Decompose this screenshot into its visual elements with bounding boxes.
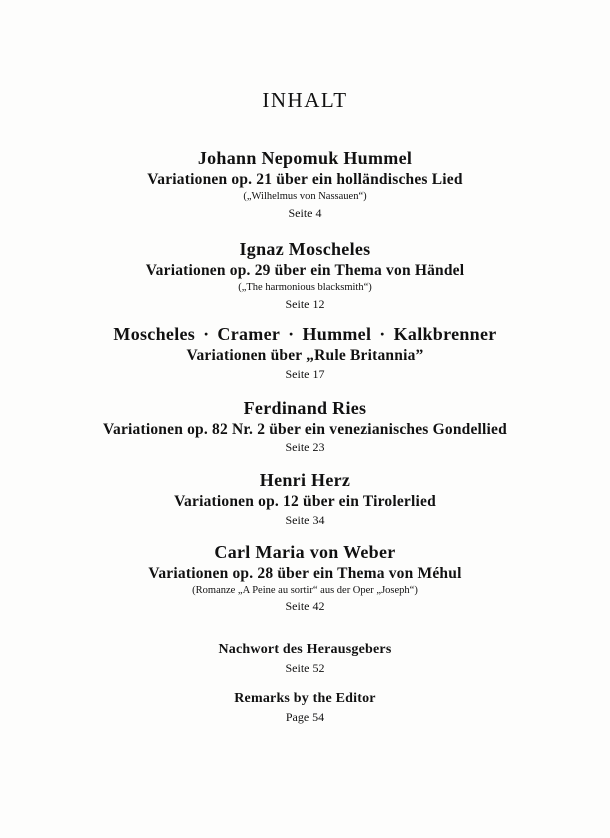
- page-title: INHALT: [262, 88, 348, 112]
- composer-name: Carl Maria von Weber: [214, 542, 396, 562]
- work-subtitle: („The harmonious blacksmith“): [238, 282, 372, 293]
- remarks-title: Remarks by the Editor: [234, 691, 376, 706]
- composer-name: Ignaz Moscheles: [239, 239, 371, 259]
- separator-dot: ·: [379, 324, 386, 344]
- composer-name: Johann Nepomuk Hummel: [197, 148, 413, 168]
- work-title: Variationen op. 29 über ein Thema von Händel: [145, 262, 465, 279]
- composer-name: Kalkbrenner: [393, 324, 497, 344]
- page-reference: Seite 34: [285, 513, 325, 527]
- composer-name: Ferdinand Ries: [243, 398, 367, 418]
- composer-name: Hummel: [302, 324, 372, 344]
- work-title: Variationen op. 28 über ein Thema von Méhul: [148, 565, 462, 582]
- work-subtitle: (Romanze „A Peine au sortir“ aus der Oper „Joseph“): [192, 585, 418, 596]
- separator-dot: ·: [288, 324, 295, 344]
- work-subtitle: („Wilhelmus von Nassauen“): [243, 191, 367, 202]
- page-reference: Seite 42: [285, 599, 325, 613]
- composer-name: Moscheles: [113, 324, 196, 344]
- work-title: Variationen op. 82 Nr. 2 über ein venezianisches Gondellied: [103, 421, 507, 438]
- page-reference: Seite 12: [285, 297, 325, 311]
- separator-dot: ·: [203, 324, 210, 344]
- page-reference: Page 54: [285, 710, 325, 724]
- page-reference: Seite 17: [285, 367, 325, 381]
- page-reference: Seite 52: [285, 661, 325, 675]
- page-reference: Seite 4: [288, 206, 322, 220]
- afterword-title: Nachwort des Herausgebers: [218, 642, 392, 657]
- work-title: Variationen op. 21 über ein holländisches Lied: [147, 171, 463, 188]
- composer-group: [0, 324, 610, 345]
- work-title: Variationen op. 12 über ein Tirolerlied: [174, 493, 436, 510]
- work-title: Variationen über „Rule Britannia”: [186, 347, 424, 364]
- page-reference: Seite 23: [285, 440, 325, 454]
- composer-name: Cramer: [217, 324, 281, 344]
- composer-name: Henri Herz: [259, 470, 351, 490]
